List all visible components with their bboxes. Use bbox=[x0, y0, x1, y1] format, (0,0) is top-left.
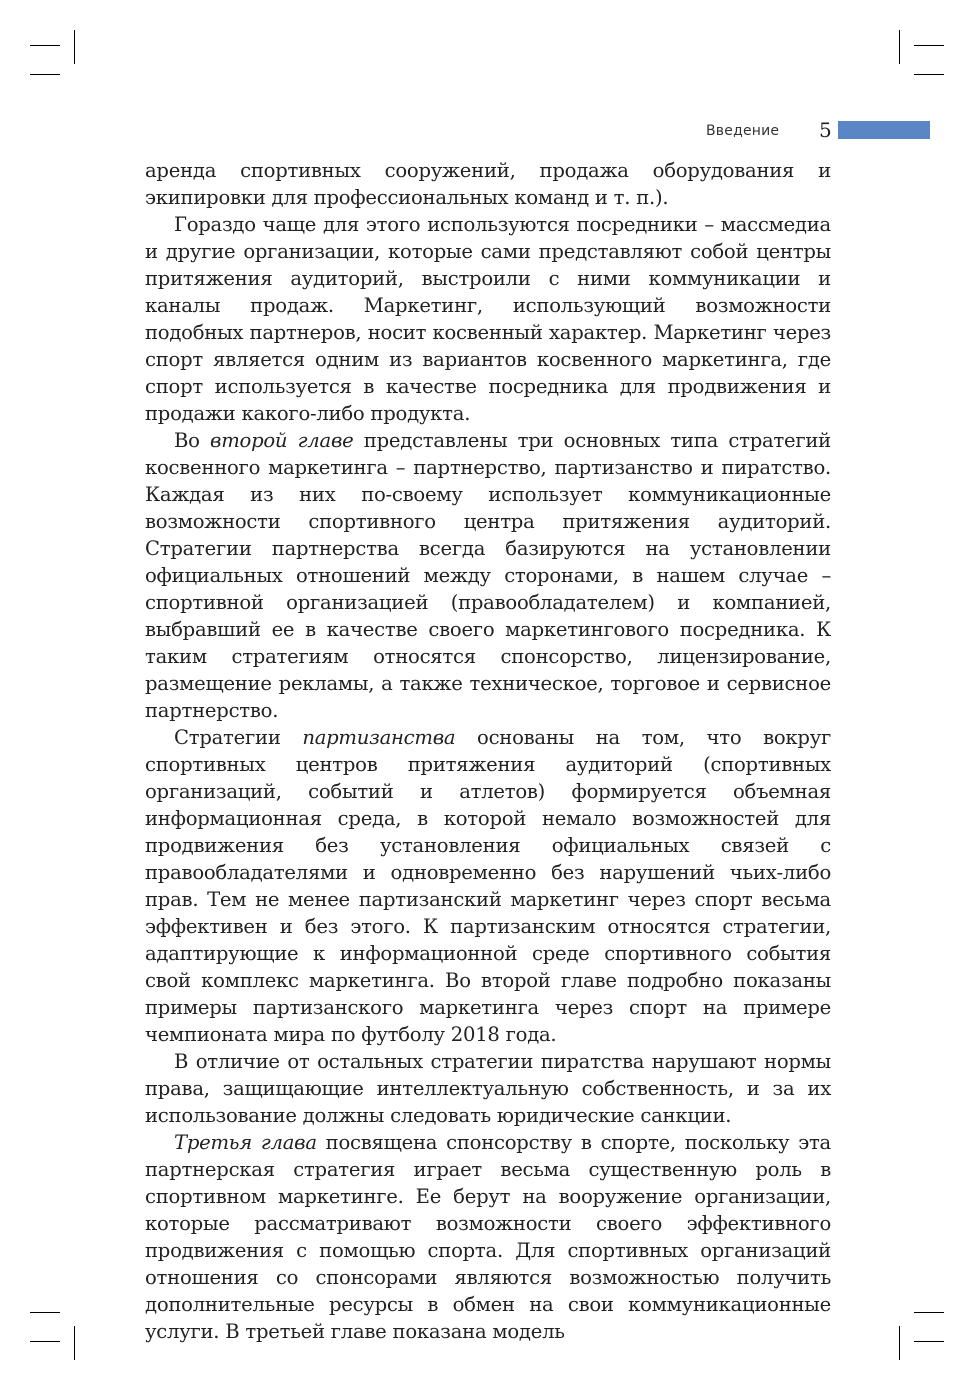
paragraph-text: В отличие от остальных стратегии пиратства нарушают нормы права, защищающие интеллектуальную собственность, и за их использование должны следовать юридические санкции. bbox=[145, 1050, 831, 1127]
paragraph-chapter-three bbox=[145, 1129, 831, 1345]
crop-mark-top-left-h bbox=[30, 45, 60, 46]
paragraph-text: аренда спортивных сооружений, продажа оборудования и экипировки для профессиональных команд и т. п.). bbox=[145, 159, 831, 209]
paragraph-text-post: представлены три основных типа стратегий косвенного маркетинга – партнерство, партизанство и пиратство. Каждая из них по-своему использует коммуникационные возможности спортивного центра притяжения аудиторий. Стратегии партнерства всегда базируются на установлении официальных отношений между сторонами, в нашем случае – спортивной организацией (правообладателем) и компанией, выбравший ее в качестве своего маркетингового посредника. К таким стратегиям относятся спонсорство, лицензирование, размещение рекламы, а также техническое, торговое и сервисное партнерство. bbox=[145, 429, 831, 722]
paragraph-chapter-two bbox=[145, 427, 831, 724]
crop-mark-top-right-v bbox=[899, 30, 900, 64]
paragraph-emphasis: Третья глава bbox=[174, 1131, 317, 1154]
crop-mark-bottom-right-h bbox=[914, 1312, 944, 1313]
page-number: 5 bbox=[819, 118, 832, 142]
paragraph-piracy bbox=[145, 1048, 831, 1129]
paragraph-continuation bbox=[145, 157, 831, 211]
crop-mark-top-left-v bbox=[74, 30, 75, 64]
crop-mark-bottom-left-h bbox=[30, 1312, 60, 1313]
paragraph-text-post: посвящена спонсорству в спорте, поскольку эта партнерская стратегия играет весьма существенную роль в спортивном маркетинге. Ее берут на вооружение организации, которые рассматривают возможности своего эффективного продвижения с помощью спорта. Для спортивных организаций отношения со спонсорами являются возможностью получить дополнительные ресурсы в обмен на свои коммуникационные услуги. В третьей главе показана модель bbox=[145, 1131, 831, 1343]
paragraph-text-pre: Во bbox=[174, 429, 211, 452]
crop-mark-bottom-right-h2 bbox=[914, 1341, 944, 1342]
paragraph-guerrilla bbox=[145, 724, 831, 1048]
crop-mark-top-right-h2 bbox=[914, 74, 944, 75]
paragraph-intermediaries bbox=[145, 211, 831, 427]
header-accent-bar bbox=[838, 121, 930, 139]
paragraph-text-pre: Стратегии bbox=[174, 726, 303, 749]
crop-mark-bottom-left-h2 bbox=[30, 1341, 60, 1342]
paragraph-emphasis: партизанства bbox=[302, 726, 456, 749]
crop-mark-top-left-h2 bbox=[30, 74, 60, 75]
crop-mark-top-right-h bbox=[914, 45, 944, 46]
crop-mark-bottom-left-v bbox=[74, 1326, 75, 1360]
paragraph-text: Гораздо чаще для этого используются посредники – массмедиа и другие организации, которые сами представляют собой центры притяжения аудиторий, выстроили с ними коммуникации и каналы продаж. Маркетинг, использующий возможности подобных партнеров, носит косвенный характер. Маркетинг через спорт является одним из вариантов косвенного маркетинга, где спорт используется в качестве посредника для продвижения и продажи какого-либо продукта. bbox=[145, 213, 831, 425]
crop-mark-bottom-right-v bbox=[899, 1326, 900, 1360]
paragraph-emphasis: второй главе bbox=[210, 429, 354, 452]
paragraph-text-post: основаны на том, что вокруг спортивных центров притяжения аудиторий (спортивных организаций, событий и атлетов) формируется объемная информационная среда, в которой немало возможностей для продвижения без установления официальных связей с правообладателями и одновременно без нарушений чьих-либо прав. Тем не менее партизанский маркетинг через спорт весьма эффективен и без этого. К партизанским относятся стратегии, адаптирующие к информационной среде спортивного события свой комплекс маркетинга. Во второй главе подробно показаны примеры партизанского маркетинга через спорт на примере чемпионата мира по футболу 2018 года. bbox=[145, 726, 831, 1046]
section-title: Введение bbox=[706, 123, 780, 139]
running-head bbox=[690, 118, 930, 142]
body-text bbox=[145, 157, 831, 1345]
